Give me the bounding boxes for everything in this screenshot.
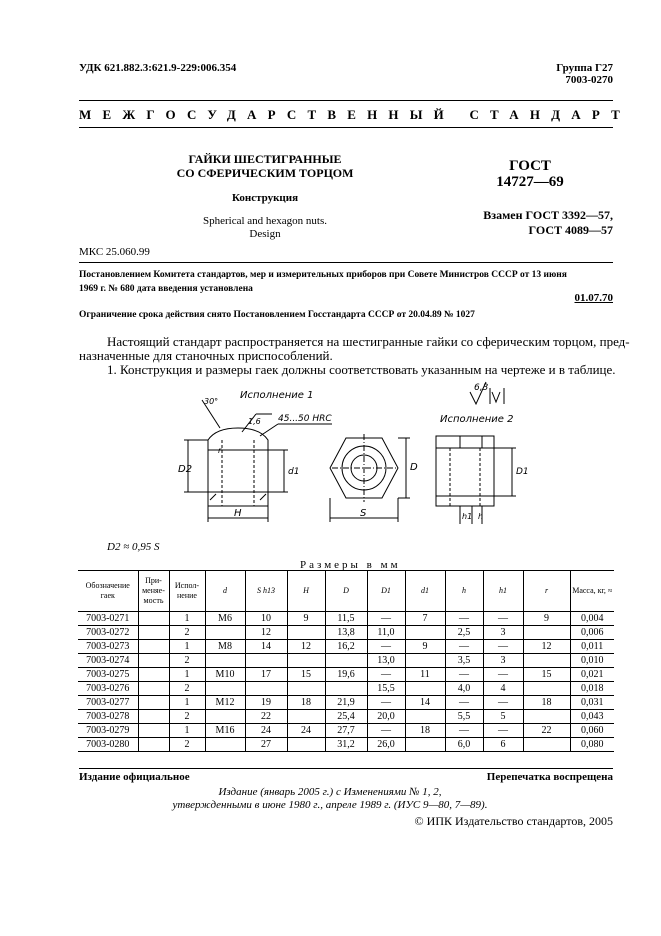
cell-d: [205, 682, 245, 696]
group-label: Группа Г27: [556, 62, 613, 74]
cell-D: 13,8: [325, 626, 367, 640]
cell-h1: —: [483, 696, 523, 710]
header-mass: Масса, кг, ≈: [570, 571, 614, 612]
angle-label: 30°: [204, 397, 219, 406]
cell-H: [287, 710, 325, 724]
cell-D1: —: [367, 612, 405, 626]
cell-r: 9: [523, 612, 570, 626]
cell-D1: 13,0: [367, 654, 405, 668]
cell-d1: 11: [405, 668, 445, 682]
cell-H: [287, 626, 325, 640]
cell-h1: 6: [483, 738, 523, 752]
cell-version: 1: [169, 668, 205, 682]
cell-h: 3,5: [445, 654, 483, 668]
cell-d1: [405, 626, 445, 640]
cell-H: 15: [287, 668, 325, 682]
cell-mass: 0,080: [570, 738, 614, 752]
cell-version: 2: [169, 738, 205, 752]
cell-d1: [405, 738, 445, 752]
cell-h: —: [445, 668, 483, 682]
dim-H-label: H: [234, 508, 242, 519]
cell-designation: 7003-0273: [78, 640, 138, 654]
dim-D-label: D: [410, 462, 418, 473]
cell-mass: 0,004: [570, 612, 614, 626]
cell-d: M16: [205, 724, 245, 738]
cell-r: 12: [523, 640, 570, 654]
cell-d1: 9: [405, 640, 445, 654]
cell-d1: 14: [405, 696, 445, 710]
table-row: [78, 668, 614, 682]
cell-h: —: [445, 640, 483, 654]
cell-h1: —: [483, 724, 523, 738]
cell-S: 12: [245, 626, 287, 640]
cell-h: 4,0: [445, 682, 483, 696]
header-rule-bottom: [79, 127, 613, 128]
cell-S: 17: [245, 668, 287, 682]
cell-applicability: [138, 696, 169, 710]
official-edition: Издание официальное: [79, 771, 190, 783]
english-title-line1: Spherical and hexagon nuts.: [202, 215, 328, 227]
mks-code: МКС 25.060.99: [79, 246, 150, 258]
cell-applicability: [138, 682, 169, 696]
cell-D: 31,2: [325, 738, 367, 752]
cell-D1: 26,0: [367, 738, 405, 752]
footer-rule: [79, 768, 613, 769]
cell-h1: 3: [483, 626, 523, 640]
cell-S: 19: [245, 696, 287, 710]
title-rule: [79, 262, 613, 263]
cell-d: M10: [205, 668, 245, 682]
cell-h1: —: [483, 668, 523, 682]
gost-number: 14727—69: [496, 174, 564, 190]
cell-h: —: [445, 724, 483, 738]
header-D: D: [325, 571, 367, 612]
cell-d: [205, 654, 245, 668]
table-row: [78, 738, 614, 752]
edition-line1: Издание (январь 2005 г.) с Изменениями № 1, 2,: [218, 786, 442, 798]
cell-D1: —: [367, 724, 405, 738]
english-title-line2: Design: [249, 228, 281, 240]
cell-H: 18: [287, 696, 325, 710]
cell-mass: 0,006: [570, 626, 614, 640]
cell-applicability: [138, 640, 169, 654]
cell-version: 1: [169, 696, 205, 710]
chamfer-label: 1,6: [248, 417, 261, 426]
dim-r-label: r: [218, 446, 222, 455]
cell-d: M6: [205, 612, 245, 626]
cell-h: 5,5: [445, 710, 483, 724]
cell-h: 6,0: [445, 738, 483, 752]
cell-version: 2: [169, 710, 205, 724]
udk-code: УДК 621.882.3:621.9-229:006.354: [79, 62, 237, 74]
cell-d1: 7: [405, 612, 445, 626]
reprint-prohibited: Перепечатка воспрещена: [486, 771, 613, 783]
cell-designation: 7003-0274: [78, 654, 138, 668]
cell-S: 10: [245, 612, 287, 626]
title-line1: ГАЙКИ ШЕСТИГРАННЫЕ: [188, 152, 342, 166]
header-designation: Обозначение гаек: [78, 571, 138, 612]
cell-version: 2: [169, 626, 205, 640]
dim-d1-label: d1: [288, 467, 300, 477]
header-version: Испол-нение: [169, 571, 205, 612]
cell-version: 2: [169, 682, 205, 696]
cell-D: 11,5: [325, 612, 367, 626]
cell-r: [523, 682, 570, 696]
table-row: [78, 612, 614, 626]
table-row: [78, 626, 614, 640]
cell-h: —: [445, 612, 483, 626]
table-row: [78, 640, 614, 654]
cell-r: [523, 710, 570, 724]
cell-mass: 0,060: [570, 724, 614, 738]
standard-code: 7003-0270: [565, 74, 613, 86]
cell-designation: 7003-0276: [78, 682, 138, 696]
cell-D: 25,4: [325, 710, 367, 724]
cell-designation: 7003-0278: [78, 710, 138, 724]
cell-S: [245, 654, 287, 668]
cell-S: 27: [245, 738, 287, 752]
header-D1: D1: [367, 571, 405, 612]
cell-d1: [405, 682, 445, 696]
cell-H: 12: [287, 640, 325, 654]
dim-D2-label: D2: [178, 464, 193, 475]
cell-D1: 15,5: [367, 682, 405, 696]
label-version1: Исполнение 1: [240, 390, 314, 401]
cell-applicability: [138, 668, 169, 682]
cell-d: M8: [205, 640, 245, 654]
cell-S: 24: [245, 724, 287, 738]
copyright: © ИПК Издательство стандартов, 2005: [414, 814, 613, 828]
cell-applicability: [138, 612, 169, 626]
cell-designation: 7003-0280: [78, 738, 138, 752]
cell-H: [287, 654, 325, 668]
header-d1: d1: [405, 571, 445, 612]
cell-H: 9: [287, 612, 325, 626]
cell-r: [523, 654, 570, 668]
body-para2: 1. Конструкция и размеры гаек должны соответствовать указанным на чертеже и в таблице.: [107, 362, 616, 377]
version1-side-outline: [208, 428, 268, 506]
restriction-text: Ограничение срока действия снято Постановлением Госстандарта СССР от 20.04.89 № 1027: [79, 310, 475, 320]
header-h1: h1: [483, 571, 523, 612]
cell-d1: [405, 654, 445, 668]
cell-applicability: [138, 626, 169, 640]
cell-d1: 18: [405, 724, 445, 738]
header-h: h: [445, 571, 483, 612]
cell-S: [245, 682, 287, 696]
cell-h1: 4: [483, 682, 523, 696]
cell-S: 22: [245, 710, 287, 724]
table-header-row: [78, 571, 614, 612]
header-rule-top: [79, 100, 613, 101]
edition-line2: утвержденными в июне 1980 г., апреле 1989 г. (ИУС 9—80, 7—89).: [172, 799, 488, 811]
replaces-line2: ГОСТ 4089—57: [528, 223, 613, 237]
roughness-label: 6,3: [474, 383, 489, 393]
cell-D1: —: [367, 668, 405, 682]
header-d: d: [205, 571, 245, 612]
cell-h: 2,5: [445, 626, 483, 640]
cell-designation: 7003-0279: [78, 724, 138, 738]
hardness-label: 45...50 HRC: [278, 414, 332, 424]
cell-r: 18: [523, 696, 570, 710]
cell-h: —: [445, 696, 483, 710]
cell-h1: —: [483, 640, 523, 654]
cell-D: [325, 654, 367, 668]
cell-D: 16,2: [325, 640, 367, 654]
cell-D1: —: [367, 640, 405, 654]
cell-H: [287, 738, 325, 752]
cell-d: [205, 738, 245, 752]
table-row: [78, 682, 614, 696]
cell-designation: 7003-0277: [78, 696, 138, 710]
cell-r: 15: [523, 668, 570, 682]
cell-designation: 7003-0275: [78, 668, 138, 682]
cell-mass: 0,031: [570, 696, 614, 710]
cell-mass: 0,043: [570, 710, 614, 724]
cell-mass: 0,011: [570, 640, 614, 654]
cell-mass: 0,010: [570, 654, 614, 668]
cell-mass: 0,021: [570, 668, 614, 682]
cell-S: 14: [245, 640, 287, 654]
header-S: S h13: [245, 571, 287, 612]
cell-applicability: [138, 724, 169, 738]
cell-version: 1: [169, 640, 205, 654]
header-applicability: При-меняе-мость: [138, 571, 169, 612]
label-version2: Исполнение 2: [440, 414, 514, 425]
cell-H: 24: [287, 724, 325, 738]
cell-applicability: [138, 738, 169, 752]
body-para1-line1: Настоящий стандарт распространяется на шестигранные гайки со сферическим торцом, пред-: [107, 334, 630, 349]
cell-r: 22: [523, 724, 570, 738]
header-r: r: [523, 571, 570, 612]
effective-date: 01.07.70: [574, 292, 613, 304]
table-row: [78, 724, 614, 738]
cell-h1: 3: [483, 654, 523, 668]
replaces-line1: Взамен ГОСТ 3392—57,: [483, 208, 613, 222]
cell-h1: 5: [483, 710, 523, 724]
cell-D1: 11,0: [367, 626, 405, 640]
cell-version: 1: [169, 724, 205, 738]
cell-designation: 7003-0272: [78, 626, 138, 640]
cell-d: [205, 710, 245, 724]
nut-drawing: [160, 378, 540, 528]
table-row: [78, 654, 614, 668]
cell-version: 1: [169, 612, 205, 626]
cell-applicability: [138, 710, 169, 724]
table-row: [78, 710, 614, 724]
interstate-standard-title: МЕЖГОСУДАРСТВЕННЫЙ СТАНДАРТ: [79, 107, 632, 122]
cell-h1: —: [483, 612, 523, 626]
dim-S-label: S: [360, 508, 367, 519]
dim-D1-label: D1: [516, 467, 529, 477]
cell-D: 21,9: [325, 696, 367, 710]
cell-mass: 0,018: [570, 682, 614, 696]
cell-designation: 7003-0271: [78, 612, 138, 626]
cell-applicability: [138, 654, 169, 668]
cell-d: M12: [205, 696, 245, 710]
table-row: [78, 696, 614, 710]
cell-D1: —: [367, 696, 405, 710]
cell-d1: [405, 710, 445, 724]
dim-h-label: h: [478, 512, 484, 521]
title-line2: СО СФЕРИЧЕСКИМ ТОРЦОМ: [176, 166, 354, 180]
cell-D: 19,6: [325, 668, 367, 682]
cell-H: [287, 682, 325, 696]
cell-D1: 20,0: [367, 710, 405, 724]
cell-D: [325, 682, 367, 696]
subtitle: Конструкция: [231, 192, 299, 204]
cell-version: 2: [169, 654, 205, 668]
cell-d: [205, 626, 245, 640]
dimensions-table: [78, 570, 614, 752]
cell-D: 27,7: [325, 724, 367, 738]
decree-text-line2: 1969 г. № 680 дата введения установлена: [79, 284, 253, 294]
dim-h1-label: h1: [462, 512, 473, 521]
gost-label: ГОСТ: [509, 158, 551, 174]
cell-r: [523, 626, 570, 640]
table-caption: Размеры в мм: [300, 559, 401, 571]
header-H: H: [287, 571, 325, 612]
decree-text-line1: Постановлением Комитета стандартов, мер и измерительных приборов при Совете Министров СССР от 13 июня: [79, 270, 567, 280]
cell-r: [523, 738, 570, 752]
body-para1-line2: назначенные для станочных приспособлений.: [79, 348, 333, 363]
d2-note: D2 ≈ 0,95 S: [107, 541, 160, 553]
